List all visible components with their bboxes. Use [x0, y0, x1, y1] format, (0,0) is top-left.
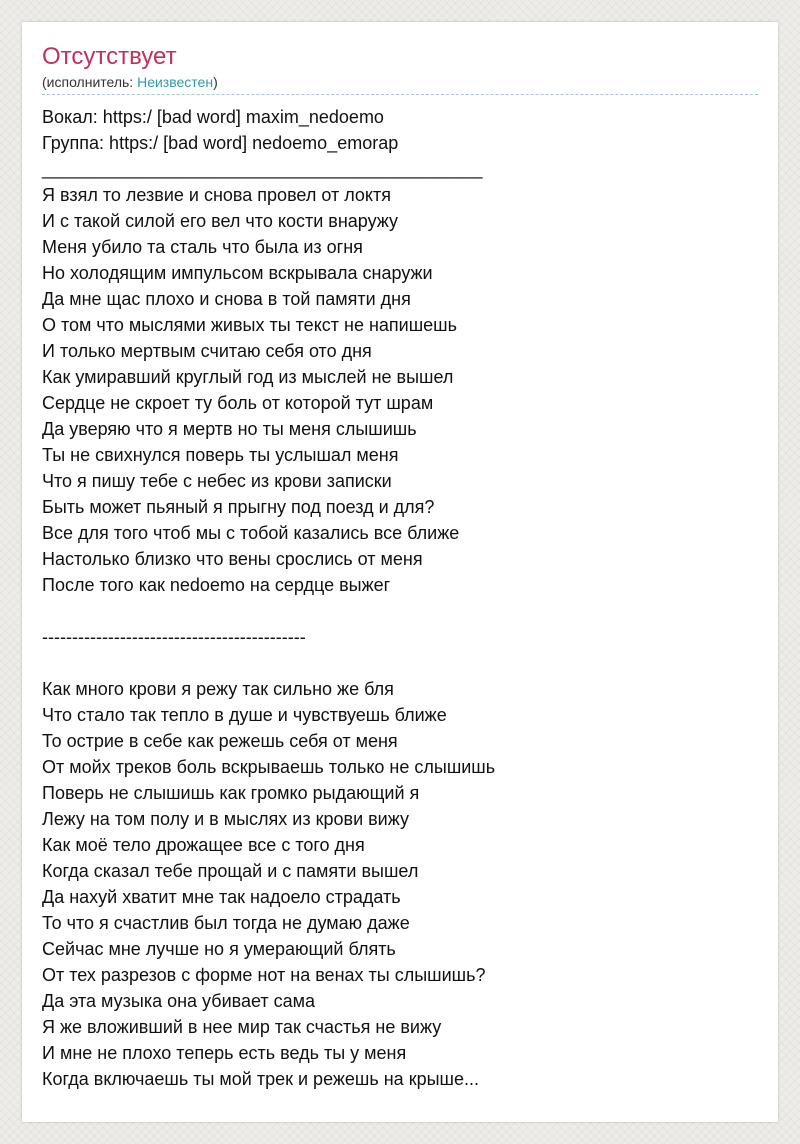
artist-link[interactable]: Неизвестен — [137, 74, 214, 90]
lyric-line: О том что мыслями живых ты текст не напишешь — [42, 315, 457, 335]
lyric-line: Вокал: https:/ [bad word] maxim_nedoemo — [42, 107, 384, 127]
artist-prefix: (исполнитель: — [42, 74, 138, 90]
song-title: Отсутствует — [42, 43, 177, 70]
lyric-line: Поверь не слышишь как громко рыдающий я — [42, 783, 420, 803]
lyric-line: Когда включаешь ты мой трек и режешь на крыше... — [42, 1069, 479, 1089]
lyric-line: Да нахуй хватит мне так надоело страдать — [42, 887, 401, 907]
lyric-line: Настолько близко что вены срослись от меня — [42, 549, 423, 569]
lyric-line: После того как nedoemo на сердце выжег — [42, 575, 391, 595]
lyric-line: То острие в себе как режешь себя от меня — [42, 731, 398, 751]
lyric-line: Но холодящим импульсом вскрывала снаружи — [42, 263, 433, 283]
lyric-line: Лежу на том полу и в мыслях из крови вижу — [42, 809, 409, 829]
lyric-line: Я же вложивший в нее мир так счастья не вижу — [42, 1017, 442, 1037]
lyric-line: Да уверяю что я мертв но ты меня слышишь — [42, 419, 417, 439]
lyric-line: Как много крови я режу так сильно же бля — [42, 679, 394, 699]
artist-suffix: ) — [213, 74, 218, 90]
lyric-line: Сердце не скроет ту боль от которой тут шрам — [42, 393, 434, 413]
lyric-line: Да эта музыка она убивает сама — [42, 991, 316, 1011]
song-header — [42, 42, 758, 95]
lyric-line: Меня убило та сталь что была из огня — [42, 237, 363, 257]
lyric-line: То что я счастлив был тогда не думаю даже — [42, 913, 410, 933]
lyric-line: Быть может пьяный я прыгну под поезд и для? — [42, 497, 435, 517]
lyric-line — [42, 650, 758, 676]
lyrics-text — [42, 104, 758, 1092]
lyric-line: Как умиравший круглый год из мыслей не вышел — [42, 367, 454, 387]
lyric-line: Все для того чтоб мы с тобой казались все ближе — [42, 523, 460, 543]
lyric-line: ____________________________________________ — [42, 159, 483, 179]
lyric-line: Как моё тело дрожащее все с того дня — [42, 835, 365, 855]
lyric-line — [42, 598, 758, 624]
lyric-line: От мойх треков боль вскрываешь только не слышишь — [42, 757, 496, 777]
lyric-line: Да мне щас плохо и снова в той памяти дня — [42, 289, 411, 309]
lyric-line: Я взял то лезвие и снова провел от локтя — [42, 185, 391, 205]
lyric-line: Что стало так тепло в душе и чувствуешь ближе — [42, 705, 447, 725]
artist-line — [42, 72, 218, 92]
lyric-line: Когда сказал тебе прощай и с памяти вышел — [42, 861, 419, 881]
lyric-line: И с такой силой его вел что кости внаружу — [42, 211, 399, 231]
lyric-line: Группа: https:/ [bad word] nedoemo_emorap — [42, 133, 399, 153]
lyric-line: И только мертвым считаю себя ото дня — [42, 341, 372, 361]
lyric-line: От тех разрезов с форме нот на венах ты слышишь? — [42, 965, 486, 985]
lyric-line: Что я пишу тебе с небес из крови записки — [42, 471, 392, 491]
lyric-line: -------------------------------------------- — [42, 627, 306, 647]
lyric-line: Сейчас мне лучше но я умерающий блять — [42, 939, 396, 959]
lyric-line: И мне не плохо теперь есть ведь ты у меня — [42, 1043, 407, 1063]
lyric-line: Ты не свихнулся поверь ты услышал меня — [42, 445, 399, 465]
lyrics-page — [22, 22, 778, 1122]
